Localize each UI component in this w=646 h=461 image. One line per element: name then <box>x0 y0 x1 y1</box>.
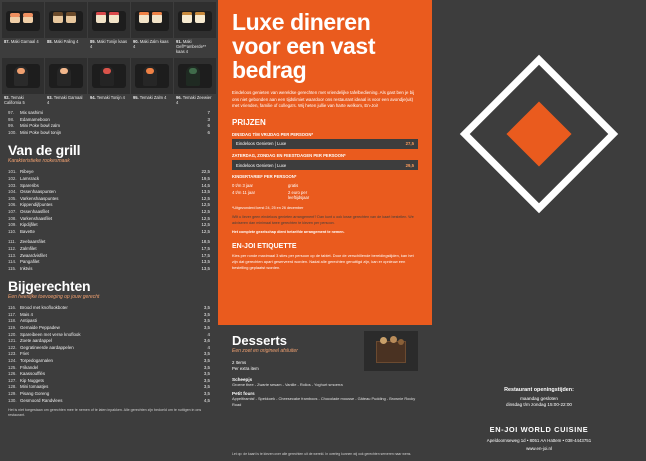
menu-row <box>8 246 210 253</box>
menu-row <box>8 216 210 223</box>
price-footnote: *Uitgezonderd kerst 24, 25 en 26 december <box>232 205 304 210</box>
sushi-name: Maki Garnaal <box>10 39 36 44</box>
item-name: Spareribs <box>20 182 39 188</box>
item-name: Ossenhaaspunten <box>20 189 56 195</box>
kids-price-row <box>232 181 418 189</box>
sushi-name: Maki Gefl**amberde** kaas <box>176 39 207 55</box>
item-name: Mini Poke bowl tonijn <box>20 129 62 135</box>
sushi-card <box>2 2 44 57</box>
kids-price: 2 euro per leeftijdsjaar <box>288 190 310 201</box>
item-price: 19,5 <box>201 175 210 181</box>
sushi-caption <box>131 38 173 51</box>
sushi-name: Temaki Zeewier <box>182 94 212 100</box>
etiquette-heading: EN-JOI ETIQUETTE <box>232 243 297 251</box>
sushi-code: 90. <box>133 39 139 44</box>
sushi-caption <box>2 94 44 107</box>
item-price: 3 <box>207 116 210 122</box>
price-row-weekday <box>232 139 418 149</box>
item-name: Brood met knoflookboter <box>20 305 68 311</box>
alacarte-note: Wilt u liever geen eindeloos genieten arrangement? Dan kunt u ook losse gerechten van de kaart bestellen. We adviseren dan minimaal twee gerechten te kiezen per persoon. <box>232 215 414 225</box>
menu-row <box>8 196 210 203</box>
group-note: Het complete gezelschap dient hetzelfde arrangement te nemen. <box>232 229 345 234</box>
item-number: 114. <box>8 259 17 265</box>
sushi-price: 4 <box>36 39 39 44</box>
kids-note <box>324 183 418 188</box>
menu-row <box>8 253 210 260</box>
item-number: 99. <box>8 123 15 129</box>
item-name: Kaassoufflés <box>20 371 46 377</box>
prices-heading: PRIJZEN <box>232 117 266 127</box>
menu-row <box>8 351 210 358</box>
brand-column <box>432 0 646 461</box>
item-number: 107. <box>8 208 17 214</box>
sushi-name: Temaki California <box>4 94 24 105</box>
item-number: 103. <box>8 182 17 188</box>
menu-row <box>8 176 210 183</box>
section-title-sides: Bijgerechten <box>8 278 91 295</box>
sushi-caption <box>45 94 87 107</box>
sushi-name: Maki Tonijn kaas <box>96 39 128 44</box>
item-price: 12,5 <box>201 215 210 221</box>
kids-age: 0 t/m 3 jaar <box>232 182 253 188</box>
sushi-code: 95. <box>133 94 139 100</box>
item-price: 3,5 <box>203 311 210 317</box>
item-number: 129. <box>8 391 17 397</box>
left-menu-column <box>0 0 218 461</box>
item-number: 113. <box>8 252 17 258</box>
sushi-price: 4 <box>164 94 167 100</box>
page-title: Luxe dineren voor een vast bedrag <box>232 9 376 83</box>
item-price: 14,5 <box>201 182 210 188</box>
item-number: 111. <box>8 239 16 245</box>
menu-row <box>8 266 210 273</box>
item-name: Bavette <box>20 228 35 234</box>
sushi-photo <box>131 58 173 94</box>
menu-row <box>8 325 210 332</box>
item-number: 101. <box>8 169 17 175</box>
item-number: 105. <box>8 195 17 201</box>
sushi-caption <box>88 94 130 102</box>
item-name: Edamameboon <box>20 116 50 122</box>
price-label-weekend: ZATERDAG, ZONDAG EN FEESTDAGEN PER PERSOON* <box>232 152 346 158</box>
item-price: 12,5 <box>201 228 210 234</box>
menu-row <box>8 358 210 365</box>
price-value: 27,5 <box>405 141 414 147</box>
menu-row <box>8 384 210 391</box>
dessert-footnote: Let op: de kaart is te kiezen over alle gerechten uit de wereld. In overleg kunnen wij ook gerechten serveren naar wens. <box>232 452 412 457</box>
opening-hours-line: maandag gesloten <box>520 395 558 401</box>
item-price: 18,5 <box>201 239 210 245</box>
restaurant-info <box>432 387 646 461</box>
desserts-section <box>218 325 432 461</box>
offer-column <box>218 0 432 461</box>
opening-hours-title: Restaurant openingstijden: <box>504 386 574 393</box>
sushi-code: 89. <box>90 39 96 44</box>
item-number: 126. <box>8 371 17 377</box>
item-price: 22,5 <box>201 169 210 175</box>
item-name: Ribeye <box>20 169 34 175</box>
item-name: Pisang Goreng <box>20 391 50 397</box>
kids-age: 4 t/m 11 jaar <box>232 190 255 196</box>
menu-row <box>8 305 210 312</box>
item-number: 119. <box>8 325 17 331</box>
sushi-caption <box>174 38 216 57</box>
logo-notch-left <box>479 128 499 142</box>
logo-notch-right <box>579 128 599 142</box>
section-title-grill: Van de grill <box>8 142 81 159</box>
item-price: 3,5 <box>203 377 210 383</box>
item-name: Mix sashimi <box>20 110 43 116</box>
price-label-weekday: DINSDAG T/M VRIJDAG PER PERSOON* <box>232 131 313 137</box>
item-price: 13,5 <box>201 259 210 265</box>
dessert-name: 2 Items <box>232 360 247 365</box>
price-value: 29,5 <box>405 162 414 168</box>
item-name: Kipdijfilet <box>20 222 38 228</box>
item-price: 17,5 <box>201 252 210 258</box>
item-price: 3,6 <box>203 338 210 344</box>
sushi-caption <box>88 38 130 51</box>
item-price: 3,5 <box>203 371 210 377</box>
item-name: Varkenshaasfilet <box>20 215 53 221</box>
sushi-code: 94. <box>90 94 96 100</box>
item-price: 12,5 <box>201 208 210 214</box>
sushi-name: Temaki Tonijn <box>96 94 122 100</box>
sushi-photo <box>88 58 130 94</box>
sushi-price: 4 <box>122 94 125 100</box>
intro-text: Eindeloos genieten van wereldse gerechten met vriendelijke tafelbediening. Als gast ben je bij ons niet gebonden aan een tijdslimiet waardoor ons restaurant ideaal is voor een avondje(uit) met vrienden, familie of collega's. Wij heten jullie van harte welkom, En-Joi! <box>232 90 415 109</box>
item-price: 3,5 <box>203 358 210 364</box>
item-number: 115. <box>8 265 17 271</box>
etiquette-text: Kies per ronde maximaal 3 sties per persoon op de tablet. Door de verschillende bereidingstijden, kan het zijn dat gerechten apart geserveerd worden. Nadat alle gerechten genuttigd zijn, kan er opnieuw een bestelling geplaatst worden. <box>232 253 414 270</box>
sushi-price: 4 <box>90 44 93 50</box>
item-number: 112. <box>8 245 17 251</box>
sushi-photo <box>131 2 173 38</box>
sushi-caption <box>174 94 216 107</box>
item-price: 4 <box>207 344 210 350</box>
item-price: 12,5 <box>201 202 210 208</box>
item-price: 12,5 <box>201 222 210 228</box>
menu-row <box>8 202 210 209</box>
menu-row <box>8 229 210 236</box>
item-name: Mais 4 <box>20 311 33 317</box>
price-label-kids: KINDERTARIEF PER PERSOON* <box>232 174 297 180</box>
item-name: Torpedogarnalen <box>20 358 53 364</box>
item-name: Pangafilet <box>20 259 40 265</box>
item-number: 120. <box>8 331 17 337</box>
item-name: Varkenshaaspuntes <box>20 195 59 201</box>
item-number: 127. <box>8 377 17 383</box>
menu-row <box>8 123 210 130</box>
item-price: 7 <box>207 110 210 116</box>
sushi-photo <box>45 2 87 38</box>
dessert-group-desc: Groene thee - Zwarte sesam - Vanille - Rolios - Yoghurt smoerra <box>232 381 343 387</box>
sushi-photo-grid <box>0 0 218 107</box>
brand-name: EN-JOI WORLD CUISINE <box>489 425 589 434</box>
menu-row <box>8 332 210 339</box>
menu-row <box>8 130 210 137</box>
item-name: Spareibeen met verse knoflook <box>20 331 81 337</box>
sushi-code: 88. <box>47 39 53 44</box>
opening-hours-line: dinsdag t/m zondag 15:00-22:00 <box>506 402 572 408</box>
item-number: 110. <box>8 228 17 234</box>
price-name: Eindeloos Genieten | Luxe <box>236 141 287 147</box>
sushi-name: Maki Zalm kaas <box>139 39 169 44</box>
menu-row <box>8 259 210 266</box>
en-joi-logo <box>483 78 595 190</box>
item-price: 3,5 <box>203 384 210 390</box>
section-subtitle-desserts: Een zoet en origineel afsluiter <box>232 348 298 354</box>
sushi-caption <box>131 94 173 102</box>
item-number: 100. <box>8 129 17 135</box>
sushi-card <box>174 58 216 107</box>
item-name: Kip Nuggets <box>20 377 44 383</box>
dessert-name: Per extra item <box>232 366 259 372</box>
item-price: 3,5 <box>203 391 210 397</box>
item-name: Friet <box>20 351 29 357</box>
menu-row <box>8 183 210 190</box>
item-name: Zalmfilet <box>20 245 37 251</box>
sushi-card <box>45 58 87 107</box>
item-price: 3,5 <box>203 364 210 370</box>
menu-row <box>8 169 210 176</box>
item-price: 3,5 <box>203 325 210 331</box>
sushi-card <box>2 58 44 107</box>
item-number: 106. <box>8 202 17 208</box>
sides-list <box>0 302 218 404</box>
sushi-card <box>174 2 216 57</box>
sushi-caption <box>2 38 44 46</box>
menu-row <box>8 365 210 372</box>
sushi-price: 5 <box>22 99 25 105</box>
section-subtitle-sides: Een heerlijke toevoeging op jouw gerecht <box>8 294 100 301</box>
sushi-photo <box>174 58 216 94</box>
sushi-price: 4 <box>76 39 79 44</box>
website-link[interactable]: www.en-joi.nl <box>526 446 552 451</box>
item-price: 17,5 <box>201 245 210 251</box>
sushi-price: 4 <box>185 49 189 55</box>
menu-row <box>8 209 210 216</box>
sushi-caption <box>45 38 87 46</box>
menu-row <box>8 312 210 319</box>
item-number: 117. <box>8 311 17 317</box>
item-name: Kippendijfpuntes <box>20 202 53 208</box>
sushi-name: Temaki Zalm <box>139 94 163 100</box>
item-price: 3,5 <box>203 351 210 357</box>
item-price: 4 <box>207 331 210 337</box>
sushi-name: Maki Paling <box>53 39 76 44</box>
item-name: Zoete aardappel <box>20 338 52 344</box>
menu-row <box>8 239 210 246</box>
sushi-price: 4 <box>47 99 50 105</box>
item-price: 3,5 <box>203 318 210 324</box>
item-number: 130. <box>8 397 17 403</box>
item-price: 4,5 <box>203 397 210 403</box>
item-price: 6 <box>207 123 210 129</box>
item-number: 102. <box>8 175 17 181</box>
sushi-price: 4 <box>176 99 179 105</box>
kids-price: gratis <box>288 182 299 188</box>
item-price: 12,5 <box>201 195 210 201</box>
menu-row <box>8 110 210 117</box>
item-price: 13,5 <box>201 265 210 271</box>
menu-row <box>8 189 210 196</box>
sushi-code: 87. <box>4 39 10 44</box>
item-name: Gesmoord Randvlees <box>20 397 63 403</box>
item-name: Ossenhaasfilet <box>20 208 50 214</box>
item-name: Lamsrack <box>20 175 40 181</box>
item-number: 109. <box>8 222 17 228</box>
item-number: 104. <box>8 189 17 195</box>
sushi-photo <box>2 2 44 38</box>
sushi-extra-list <box>0 107 218 136</box>
menu-row <box>8 222 210 229</box>
sushi-name: Temaki Garnaal <box>53 94 83 100</box>
dessert-group-desc: Appeltiramisf - Spekkoek - Cheesecake framboos - Chocolade mousse - Gâteau Pudding - Brownie Rocky Road <box>232 396 416 407</box>
address: Apeldoornseweg 1d • 8051 AA Hattem • 038-4443751 <box>486 438 592 443</box>
sushi-card <box>88 58 130 107</box>
item-name: Zwaardvisfilet <box>20 252 47 258</box>
menu-row <box>8 378 210 385</box>
item-number: 121. <box>8 338 17 344</box>
item-price: 13,5 <box>201 189 210 195</box>
item-number: 125. <box>8 364 17 370</box>
item-number: 118. <box>8 318 17 324</box>
item-name: Gegratineerde aardappelen <box>20 344 74 350</box>
item-number: 97. <box>8 110 15 116</box>
section-subtitle-grill: Karakteristieke rookesmaak <box>8 158 70 165</box>
item-name: Antipasti <box>20 318 37 324</box>
sushi-card <box>131 2 173 57</box>
grill-list <box>0 166 218 272</box>
menu-row <box>8 345 210 352</box>
sushi-code: 96. <box>176 94 182 100</box>
item-number: 128. <box>8 384 17 390</box>
kids-price-row <box>232 189 418 202</box>
menu-row <box>8 398 210 405</box>
menu-row <box>8 318 210 325</box>
kids-note <box>324 190 418 200</box>
left-footnote: Het is niet toegestaan om gerechten mee te nemen of te laten inpakken. Alle gerechten zijn bedoeld om te nuttigen in ons restaurant. <box>8 408 202 418</box>
item-name: Mini tomaatjes <box>20 384 49 390</box>
dessert-group-title: Petit fours <box>232 391 255 397</box>
item-number: 122. <box>8 344 17 350</box>
sushi-price: 4 <box>133 44 136 50</box>
sushi-photo <box>88 2 130 38</box>
dessert-photo <box>364 331 418 371</box>
sushi-code: 91. <box>176 39 182 44</box>
sushi-code: 92. <box>4 94 10 100</box>
sushi-photo <box>45 58 87 94</box>
sushi-card <box>45 2 87 57</box>
sushi-code: 93. <box>47 94 53 100</box>
item-name: Frikandel <box>20 364 39 370</box>
menu-row <box>8 371 210 378</box>
sushi-photo <box>174 2 216 38</box>
item-number: 108. <box>8 215 17 221</box>
item-name: Inktvis <box>20 265 33 271</box>
section-title-desserts: Desserts <box>232 333 287 348</box>
dessert-group-title: Scheepjs <box>232 376 253 382</box>
price-row-weekend <box>232 160 418 170</box>
item-number: 124. <box>8 358 17 364</box>
sushi-photo <box>2 58 44 94</box>
item-name: Gemaide Peppadew <box>20 325 60 331</box>
menu-row <box>8 117 210 124</box>
menu-row <box>8 338 210 345</box>
menu-row <box>8 391 210 398</box>
item-price: 3,5 <box>203 305 210 311</box>
item-number: 116. <box>8 305 17 311</box>
item-name: Mini Poke bowl zalm <box>20 123 61 129</box>
item-price: 6 <box>207 129 210 135</box>
sushi-card <box>88 2 130 57</box>
sushi-card <box>131 58 173 107</box>
price-name: Eindeloos Genieten | Luxe <box>236 162 287 168</box>
item-name: Zeebaarsfilet <box>20 239 46 245</box>
item-number: 123. <box>8 351 17 357</box>
item-number: 98. <box>8 116 15 122</box>
